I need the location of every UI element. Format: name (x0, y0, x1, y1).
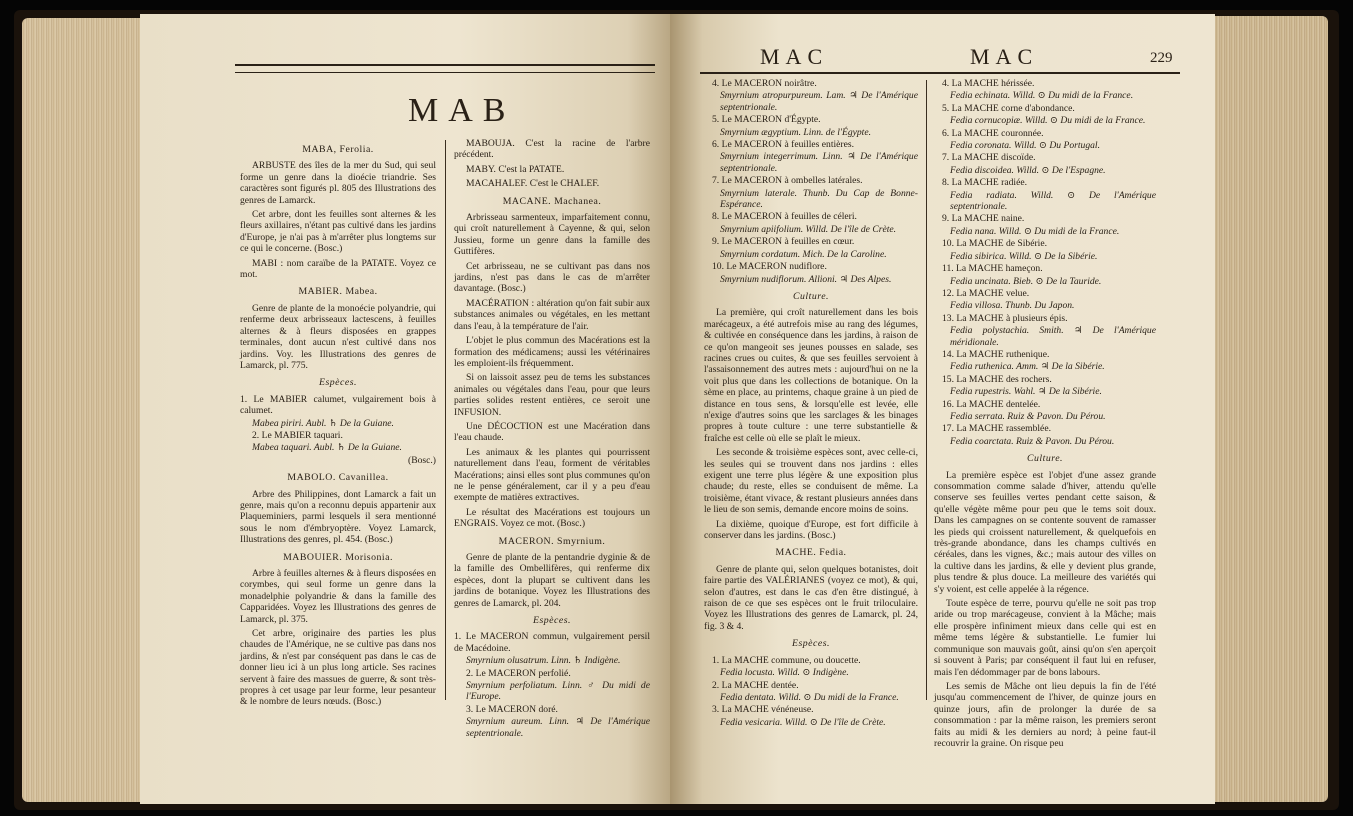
running-head-right: MAC (970, 44, 1039, 69)
species-entry: 17. La MACHE rassemblée. (942, 423, 1051, 435)
species-binomial: Smyrnium integerrimum. Linn. ♃ De l'Amérique septentrionale. (720, 151, 918, 174)
species-binomial: Smyrnium olusatrum. Linn. ♄ Indigène. (466, 655, 621, 667)
species-binomial: Fedia coarctata. Ruiz & Pavon. Du Pérou. (950, 435, 1115, 447)
right-page (670, 14, 1215, 804)
running-head-left: MAC (760, 44, 829, 69)
left-page-column-1 (240, 138, 436, 711)
species-entry: 1. La MACHE commune, ou doucette. (712, 654, 861, 666)
paragraph: Genre de plante qui, selon quelques botanistes, doit faire partie des VALÉRIANES (voyez ce mot), & qui, selon d'autres, est dans le cas d'en être distingué, à raison de ce que ses espèces ont le fruit triloculaire. Voyez les Illustrations des genres de Lamarck, pl. 24, fig. 3 & 4. (704, 563, 918, 632)
paragraph: Les seconde & troisième espèces sont, avec celle-ci, les seules qui se trouvent dans nos jardins : elles exigent une terre plus légère & une exposition plus chaude; du reste, elles se conduisent de même. La troisième, étant vivace, & restant plusieurs années dans le lieu de son semis, demande encore moins de soins. (704, 447, 918, 516)
species-entry: 9. La MACHE naine. (942, 213, 1025, 225)
section-heading: Espèces. (791, 638, 830, 650)
species-binomial: Fedia vesicaria. Willd. ⊙ De l'île de Crète. (720, 716, 886, 728)
species-entry: 13. La MACHE à plusieurs épis. (942, 312, 1068, 324)
species-binomial: Smyrnium apiifolium. Willd. De l'île de Crète. (720, 223, 897, 235)
species-entry: 11. La MACHE hameçon. (942, 263, 1043, 275)
entry-heading: MABIER. Mabea. (298, 286, 378, 298)
species-entry: 4. Le MACERON noirâtre. (712, 78, 817, 89)
species-binomial: Smyrnium aureum. Linn. ♃ De l'Amérique septentrionale. (466, 716, 650, 739)
species-binomial: Smyrnium laterale. Thunb. Du Cap de Bonne-Espérance. (720, 187, 918, 211)
running-head: MAB (408, 92, 516, 129)
species-binomial: Fedia sibirica. Willd. ⊙ De la Sibérie. (950, 250, 1098, 262)
paragraph: Arbrisseau sarmenteux, imparfaitement connu, qui croît naturellement à Cayenne, & qui, selon Jussieu, forme un genre dans la famille des Guttifères. (454, 212, 650, 258)
species-entry: 1. Le MACERON commun, vulgairement persil de Macédoine. (454, 631, 650, 654)
species-binomial: Smyrnium atropurpureum. Lam. ♃ De l'Amérique septentrionale. (720, 90, 918, 113)
author-signature: (Bosc.) (408, 454, 436, 466)
paragraph: La première espèce est l'objet d'une assez grande consommation comme salade d'hiver, attendu qu'elle conserve ses feuilles vertes pendant cette saison, & qu'elle végète même pour peu que le tems soit doux. Dans les campagnes on se contente souvent de ramasser les pieds qui croissent naturellement, & quelquefois en très-grande abondance, dans les champs cultivés en céréales, dans les vignes, &c.; mais autour des villes on la cultive dans les jardins, & elle y devient plus grande, plus tendre & plus douce. La meilleure des variétés qui s'y voient, est celle appelée à la régence. (934, 469, 1156, 595)
species-entry: 6. Le MACERON à feuilles entières. (712, 139, 855, 151)
paragraph: MABI : nom caraïbe de la PATATE. Voyez ce mot. (240, 257, 436, 281)
species-binomial: Fedia discoidea. Willd. ⊙ De l'Espagne. (950, 164, 1106, 176)
left-page (140, 14, 670, 804)
paragraph: Toute espèce de terre, pourvu qu'elle ne soit pas trop aride ou trop marécageuse, convient à la Mâche; mais elle prospère infiniment mieux dans celle qui est en même tems légère & substantielle. Le fumier lui communique son mauvais goût, ainsi qu'on s'en aperçoit si souvent à Paris; par conséquent il faut lui en refuser, mais l'en dédommager par de bons labours. (934, 598, 1156, 678)
species-entry: 3. Le MACERON doré. (466, 703, 558, 715)
species-entry: 12. La MACHE velue. (942, 287, 1030, 299)
entry-heading: MABOUIER. Morisonia. (283, 551, 393, 563)
species-binomial: Mabea piriri. Aubl. ♄ De la Guiane. (252, 417, 394, 429)
paragraph: MABOUJA. C'est la racine de l'arbre précédent. (454, 138, 650, 161)
species-entry: 8. Le MACERON à feuilles de céleri. (712, 211, 857, 223)
species-entry: 6. La MACHE couronnée. (942, 127, 1044, 139)
species-entry: 2. Le MABIER taquari. (252, 429, 343, 441)
paragraph: Genre de plante de la monoécie polyandrie, qui renferme deux arbrisseaux lactescens, à feuilles alternes & à fleurs disposées en grappes terminales, dont aucun n'est cultivé dans nos jardins. Voy. les Illustrations des genres de Lamarck, pl. 775. (240, 302, 436, 371)
paragraph: L'objet le plus commun des Macérations est la formation des médicamens; aussi les vétérinaires les emploient-ils fréquemment. (454, 335, 650, 369)
paragraph: Arbre à feuilles alternes & à fleurs disposées en corymbes, qui seul forme un genre dans la monadelphie polyandrie & dans la famille des Capparidées. Voyez les Illustrations des genres de Lamarck, pl. 375. (240, 568, 436, 625)
entry-heading: MACANE. Machanea. (502, 195, 602, 207)
species-entry: 8. La MACHE radiée. (942, 177, 1027, 189)
species-binomial: Smyrnium ægyptium. Linn. de l'Égypte. (720, 126, 872, 138)
species-entry: 14. La MACHE ruthenique. (942, 348, 1050, 360)
section-heading: Espèces. (318, 377, 357, 389)
species-binomial: Fedia echinata. Willd. ⊙ Du midi de la France. (950, 90, 1134, 102)
paragraph: Cet arbre, originaire des parties les plus chaudes de l'Amérique, ne se cultive pas dans nos jardins, & n'est par conséquent pas dans le cas de donner lieu ici à un plus long article. Ses racines servent à faire des massues de guerre, & sont très-propres à cet usage par leur forme, leur pesanteur & le nombre de leurs nœuds. (Bosc.) (240, 628, 436, 708)
page-edges-left (22, 18, 152, 802)
paragraph: MABY. C'est la PATATE. (466, 163, 565, 175)
entry-heading: MACERON. Smyrnium. (498, 535, 606, 547)
species-binomial: Fedia villosa. Thunb. Du Japon. (950, 300, 1075, 312)
species-entry: 1. Le MABIER calumet, vulgairement bois à calumet. (240, 393, 436, 417)
species-entry: 3. La MACHE vénéneuse. (712, 704, 814, 716)
species-binomial: Mabea taquari. Aubl. ♄ De la Guiane. (252, 442, 402, 454)
paragraph: Cet arbre, dont les feuilles sont alternes & les fleurs axillaires, n'étant pas cultivé dans les jardins d'Europe, je n'ai pas à m'arrêter plus longtems sur ce qui le concerne. (Bosc.) (240, 209, 436, 255)
top-ornamental-rule (235, 64, 655, 73)
paragraph: ARBUSTE des îles de la mer du Sud, qui seul forme un genre dans la dioécie triandrie. Ses caractères sont figurés pl. 805 des Illustrations des genres de Lamarck. (240, 160, 436, 206)
species-binomial: Smyrnium cordatum. Mich. De la Caroline. (720, 248, 887, 260)
species-entry: 10. Le MACERON nudiflore. (712, 261, 827, 273)
species-binomial: Fedia polystachia. Smith. ♃ De l'Amérique méridionale. (950, 325, 1156, 348)
paragraph: Si on laissoit assez peu de tems les substances animales ou végétales dans l'eau, pour que leurs parties solides restent entières, ce seroit une INFUSION. (454, 372, 650, 418)
species-entry: 5. Le MACERON d'Égypte. (712, 114, 821, 126)
species-binomial: Fedia coronata. Willd. ⊙ Du Portugal. (950, 140, 1100, 152)
paragraph: Genre de plante de la pentandrie dyginie & de la famille des Ombellifères, qui renferme dix espèces, dont la plupart se cultivent dans les jardins de botanique. Voyez les Illustrations des genres de Lamarck, pl. 204. (454, 552, 650, 609)
species-binomial: Smyrnium perfoliatum. Linn. ♂ Du midi de l'Europe. (466, 680, 650, 703)
species-binomial: Fedia uncinata. Bieb. ⊙ De la Tauride. (950, 275, 1102, 287)
species-entry: 15. La MACHE des rochers. (942, 373, 1052, 385)
species-binomial: Fedia ruthenica. Amm. ♃ De la Sibérie. (950, 361, 1105, 373)
right-page-column-1 (704, 78, 918, 729)
paragraph: Les animaux & les plantes qui pourrissent naturellement dans l'eau, forment de véritables Macérations; ainsi elles sont plus communes qu'on ne le pense généralement, car il y a peu d'eau exempte de matières extractives. (454, 446, 650, 504)
species-binomial: Fedia serrata. Ruiz & Pavon. Du Pérou. (950, 410, 1106, 422)
paragraph: Le résultat des Macérations est toujours un ENGRAIS. Voyez ce mot. (Bosc.) (454, 506, 650, 530)
species-entry: 16. La MACHE dentelée. (942, 398, 1041, 410)
paragraph: Les semis de Mâche ont lieu depuis la fin de l'été jusqu'au commencement de l'hiver, de quinze jours en quinze jours, afin de prolonger la durée de sa consommation : par la même raison, les premiers seront faits au midi & les derniers au nord; à peine faut-il recouvrir la graine. On risque peu (934, 680, 1156, 749)
paragraph: MACAHALEF. C'est le CHALEF. (466, 178, 600, 190)
species-entry: 5. La MACHE corne d'abondance. (942, 102, 1075, 114)
section-heading: Culture. (792, 290, 830, 302)
paragraph: Une DÉCOCTION est une Macération dans l'eau chaude. (454, 420, 650, 444)
species-binomial: Fedia dentata. Willd. ⊙ Du midi de la France. (720, 691, 899, 703)
page-edges-right (1200, 16, 1328, 802)
left-page-column-2 (454, 138, 650, 740)
species-binomial: Fedia radiata. Willd. ⊙ De l'Amérique septentrionale. (950, 189, 1156, 213)
entry-heading: MACHE. Fedia. (775, 547, 847, 559)
species-entry: 10. La MACHE de Sibérie. (942, 238, 1047, 250)
species-entry: 2. Le MACERON perfolié. (466, 667, 571, 679)
species-entry: 2. La MACHE dentée. (712, 679, 799, 691)
page-number: 229 (1150, 50, 1173, 66)
column-divider (445, 140, 446, 700)
header-rule (700, 72, 1180, 77)
species-entry: 9. Le MACERON à feuilles en cœur. (712, 236, 855, 248)
species-binomial: Fedia nana. Willd. ⊙ Du midi de la France. (950, 225, 1120, 237)
species-binomial: Fedia locusta. Willd. ⊙ Indigène. (720, 667, 849, 679)
section-heading: Culture. (1026, 453, 1064, 465)
right-page-column-2 (934, 78, 1156, 752)
species-entry: 7. La MACHE discoïde. (942, 152, 1036, 164)
species-binomial: Fedia rupestris. Wahl. ♃ De la Sibérie. (950, 386, 1102, 398)
species-binomial: Fedia cornucopiæ. Willd. ⊙ Du midi de la France. (950, 115, 1146, 127)
species-entry: 7. Le MACERON à ombelles latérales. (712, 175, 863, 187)
entry-heading: MABOLO. Cavanillea. (287, 472, 389, 484)
paragraph: MACÉRATION : altération qu'on fait subir aux substances animales ou végétales, en les mettant dans l'eau, à la température de l'air. (454, 297, 650, 332)
paragraph: Cet arbrisseau, ne se cultivant pas dans nos jardins, n'est pas dans le cas de m'arrêter davantage. (Bosc.) (454, 260, 650, 295)
column-divider (926, 80, 927, 700)
paragraph: La première, qui croît naturellement dans les bois marécageux, a été autrefois mise au rang des légumes, & cultivée en conséquence dans les jardins, à raison de ce qu'on mangeoit ses jeunes pousses en salade, ses racines crues ou cuites, & que ses feuilles servoient à l'assaisonnement des autres mets : aujourd'hui on ne la voit plus que dans les collections de botanique. On la sème en place, au printems, chaque graine à un pied de distance en tous sens, & lorsqu'elle est levée, elle n'exige d'autres soins que les sarclages & les binages propres à toute culture : une terre substantielle & fraîche est celle où elle se plaît le mieux. (704, 307, 918, 444)
section-heading: Espèces. (532, 615, 571, 627)
paragraph: Arbre des Philippines, dont Lamarck a fait un genre, mais qu'on a reconnu depuis appartenir aux Plaqueminiers, parmi lesquels il sera mentionné sous le nom d'émbryoptère. Voyez Lamarck, Illustrations des genres, pl. 454. (Bosc.) (240, 488, 436, 546)
species-binomial: Smyrnium nudiflorum. Allioni. ♃ Des Alpes. (720, 273, 892, 285)
species-entry: 4. La MACHE hérissée. (942, 78, 1035, 89)
entry-heading: MABA, Ferolia. (302, 144, 374, 155)
paragraph: La dixième, quoique d'Europe, est fort difficile à conserver dans les jardins. (Bosc.) (704, 518, 918, 542)
